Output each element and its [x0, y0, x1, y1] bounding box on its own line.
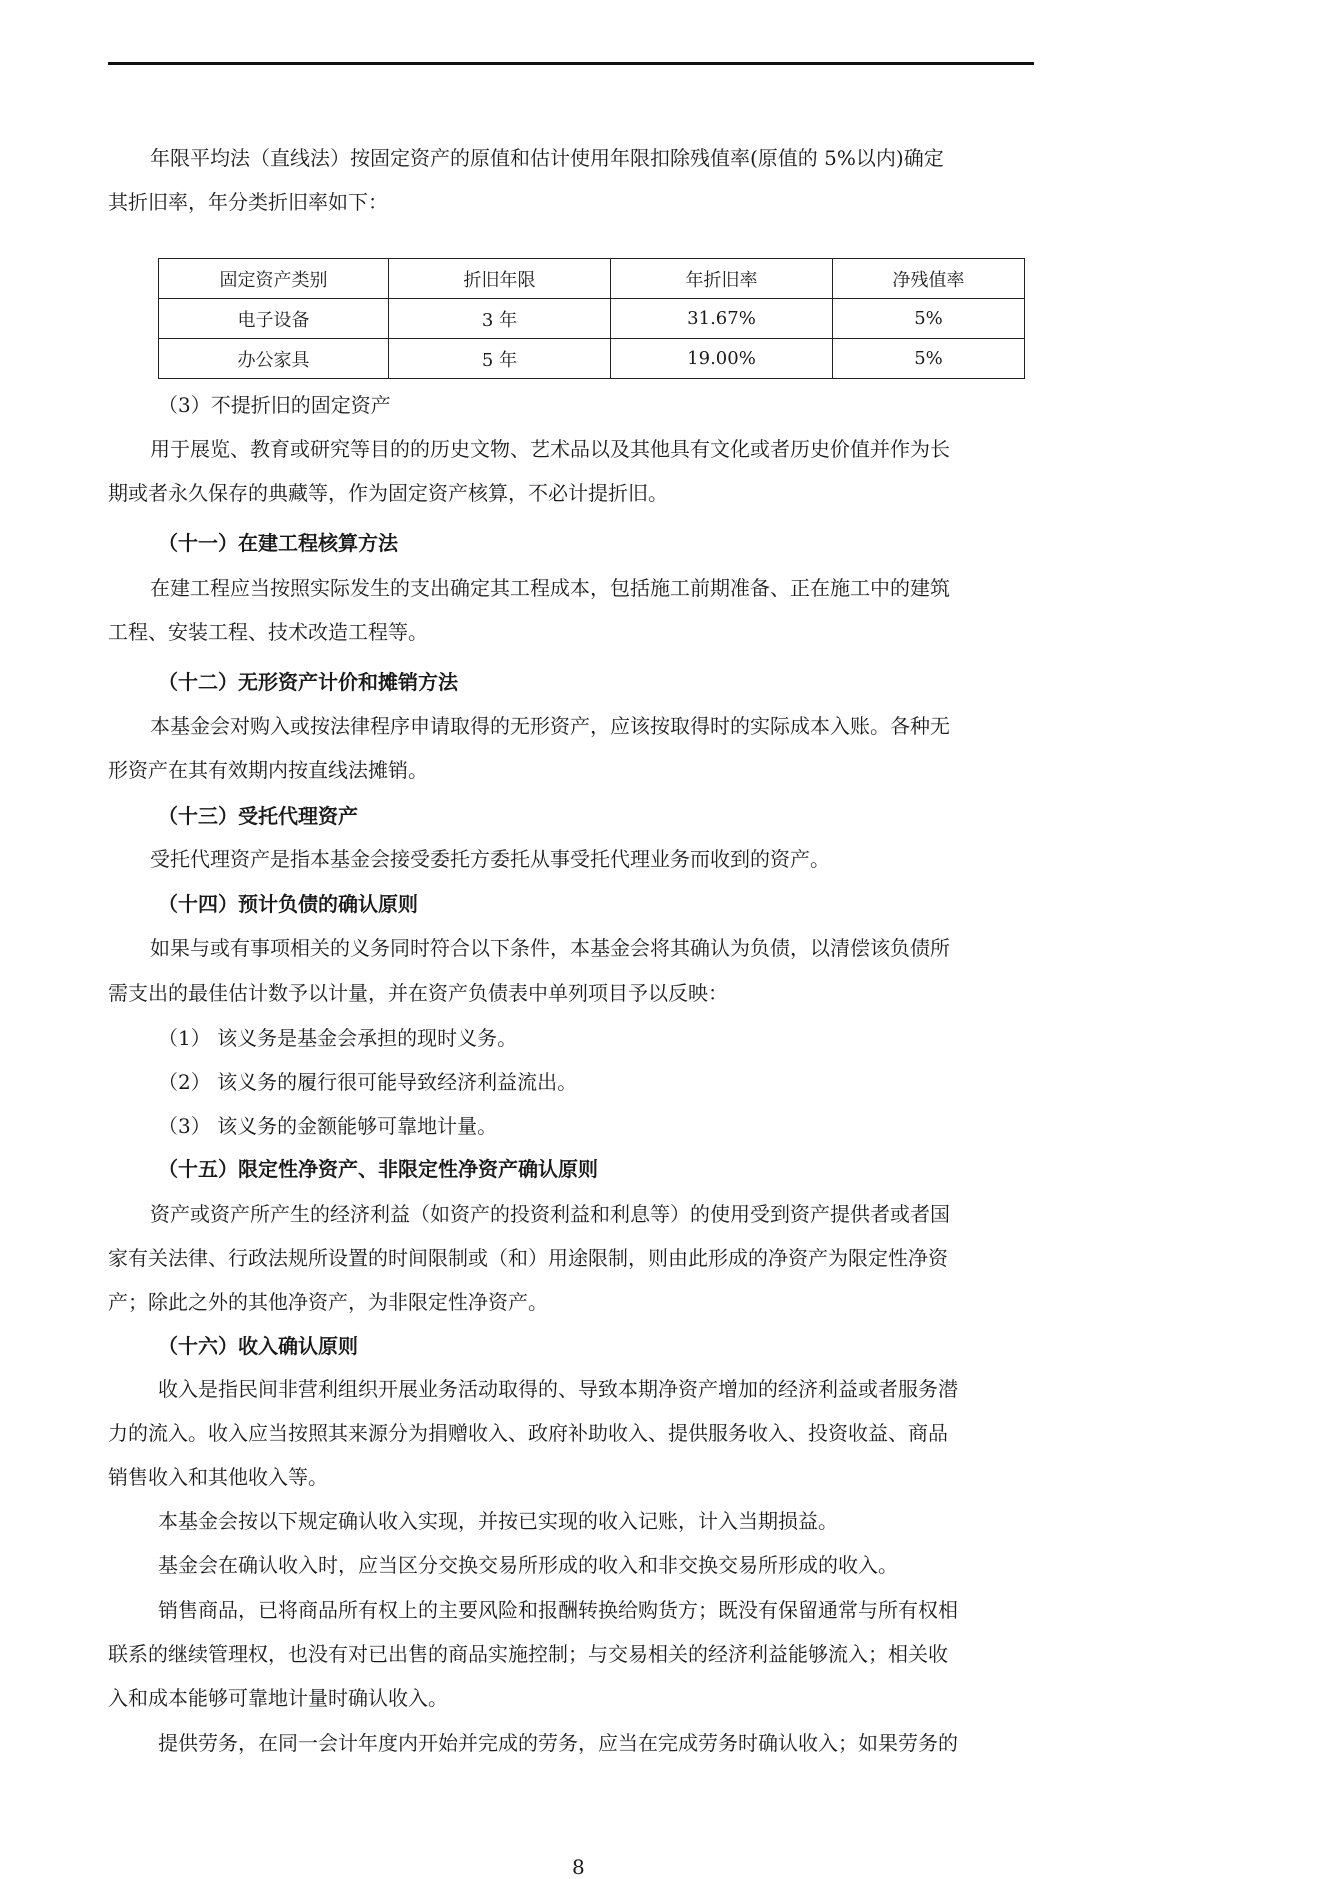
paragraph-line: 期或者永久保存的典藏等，作为固定资产核算，不必计提折旧。 — [108, 481, 668, 505]
table-cell: 5 年 — [389, 339, 611, 379]
paragraph-line: （3）不提折旧的固定资产 — [158, 393, 391, 417]
table-cell: 办公家具 — [159, 339, 389, 379]
paragraph-line: 工程、安装工程、技术改造工程等。 — [108, 620, 428, 644]
table-header-cell: 折旧年限 — [389, 259, 611, 299]
section-heading: （十五）限定性净资产、非限定性净资产确认原则 — [158, 1157, 598, 1181]
paragraph-line: 需支出的最佳估计数予以计量，并在资产负债表中单列项目予以反映： — [108, 981, 728, 1005]
table-cell: 31.67% — [611, 299, 833, 339]
paragraph-line: 联系的继续管理权，也没有对已出售的商品实施控制；与交易相关的经济利益能够流入；相关收 — [108, 1642, 948, 1666]
paragraph-line: 如果与或有事项相关的义务同时符合以下条件，本基金会将其确认为负债，以清偿该负债所 — [150, 936, 950, 960]
table-cell: 5% — [833, 299, 1025, 339]
paragraph-line: 用于展览、教育或研究等目的的历史文物、艺术品以及其他具有文化或者历史价值并作为长 — [150, 437, 950, 461]
section-heading: （十四）预计负债的确认原则 — [158, 892, 418, 916]
paragraph-line: 受托代理资产是指本基金会接受委托方委托从事受托代理业务而收到的资产。 — [150, 847, 830, 871]
paragraph-line: 资产或资产所产生的经济利益（如资产的投资利益和利息等）的使用受到资产提供者或者国 — [150, 1202, 950, 1226]
paragraph-line: 其折旧率，年分类折旧率如下： — [108, 190, 388, 214]
table-row — [159, 339, 1025, 379]
section-heading: （十三）受托代理资产 — [158, 804, 358, 828]
paragraph-line: 基金会在确认收入时，应当区分交换交易所形成的收入和非交换交易所形成的收入。 — [158, 1553, 898, 1577]
paragraph-line: 销售商品，已将商品所有权上的主要风险和报酬转换给购货方；既没有保留通常与所有权相 — [158, 1598, 958, 1622]
list-item: （3） 该义务的金额能够可靠地计量。 — [158, 1114, 498, 1138]
table-cell: 3 年 — [389, 299, 611, 339]
table-header-cell: 固定资产类别 — [159, 259, 389, 299]
paragraph-line: 提供劳务，在同一会计年度内开始并完成的劳务，应当在完成劳务时确认收入；如果劳务的 — [158, 1731, 958, 1755]
section-heading: （十六）收入确认原则 — [158, 1334, 358, 1358]
paragraph-line: 形资产在其有效期内按直线法摊销。 — [108, 758, 428, 782]
list-item: （2） 该义务的履行很可能导致经济利益流出。 — [158, 1070, 578, 1094]
table-header-cell: 净残值率 — [833, 259, 1025, 299]
paragraph-line: 年限平均法（直线法）按固定资产的原值和估计使用年限扣除残值率(原值的 5%以内)确定 — [150, 146, 944, 170]
table-cell: 19.00% — [611, 339, 833, 379]
page-number: 8 — [572, 1855, 585, 1879]
paragraph-line: 入和成本能够可靠地计量时确认收入。 — [108, 1686, 448, 1710]
paragraph-line: 收入是指民间非营利组织开展业务活动取得的、导致本期净资产增加的经济利益或者服务潜 — [158, 1377, 958, 1401]
table-cell: 电子设备 — [159, 299, 389, 339]
list-item: （1） 该义务是基金会承担的现时义务。 — [158, 1026, 518, 1050]
paragraph-line: 产；除此之外的其他净资产，为非限定性净资产。 — [108, 1290, 548, 1314]
paragraph-line: 销售收入和其他收入等。 — [108, 1465, 328, 1489]
table-header-cell: 年折旧率 — [611, 259, 833, 299]
paragraph-line: 力的流入。收入应当按照其来源分为捐赠收入、政府补助收入、提供服务收入、投资收益、商品 — [108, 1421, 948, 1445]
paragraph-line: 家有关法律、行政法规所设置的时间限制或（和）用途限制，则由此形成的净资产为限定性净资 — [108, 1246, 948, 1270]
header-rule — [108, 62, 1034, 65]
table-cell: 5% — [833, 339, 1025, 379]
depreciation-table — [158, 258, 1025, 379]
paragraph-line: 在建工程应当按照实际发生的支出确定其工程成本，包括施工前期准备、正在施工中的建筑 — [150, 576, 950, 600]
section-heading: （十一）在建工程核算方法 — [158, 531, 398, 555]
section-heading: （十二）无形资产计价和摊销方法 — [158, 670, 458, 694]
table-header-row — [159, 259, 1025, 299]
table-row — [159, 299, 1025, 339]
paragraph-line: 本基金会对购入或按法律程序申请取得的无形资产，应该按取得时的实际成本入账。各种无 — [150, 714, 950, 738]
paragraph-line: 本基金会按以下规定确认收入实现，并按已实现的收入记账，计入当期损益。 — [158, 1509, 838, 1533]
